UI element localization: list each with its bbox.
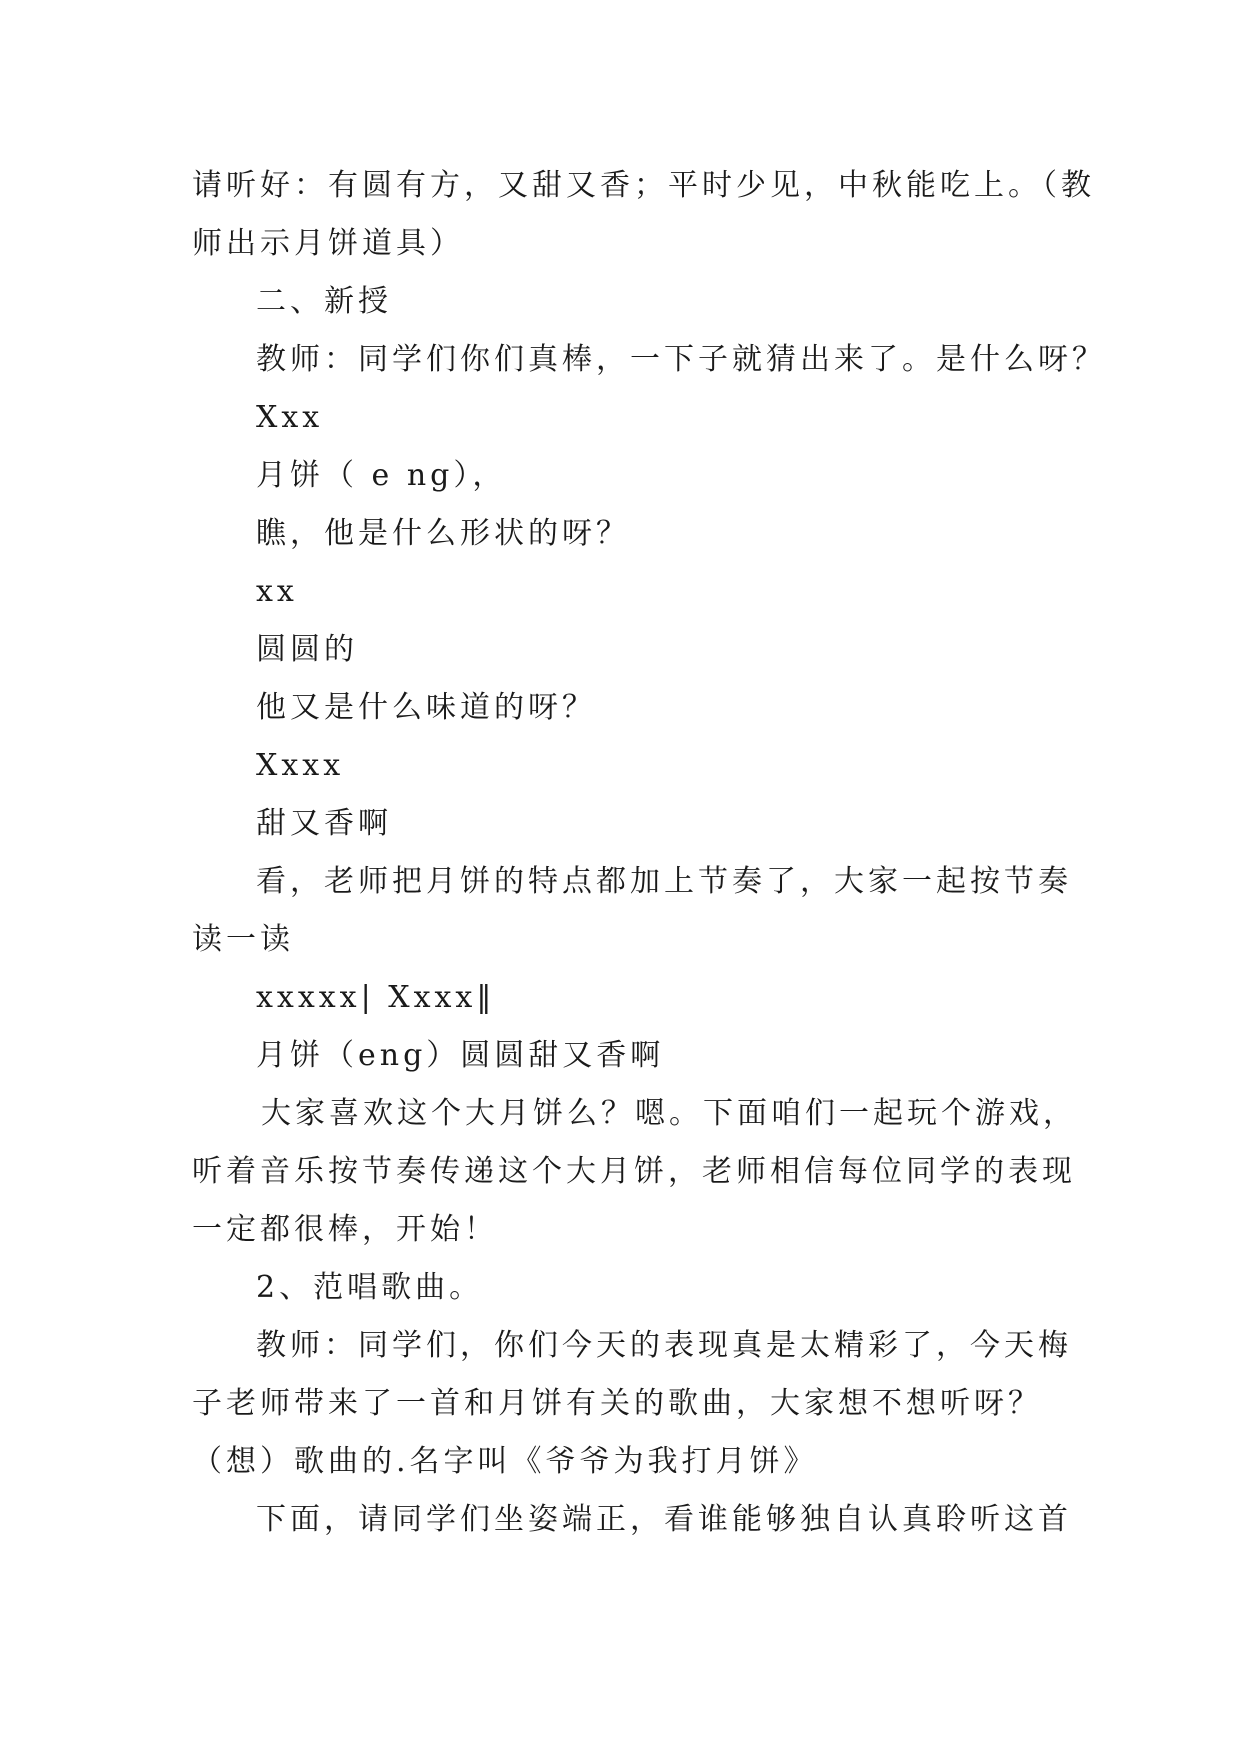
rhythm-notation-2: xx	[256, 574, 298, 609]
paragraph-game-line-2: 听着音乐按节奏传递这个大月饼，老师相信每位同学的表现	[192, 1154, 1076, 1189]
answer-sweet: 甜又香啊	[256, 806, 392, 841]
section-heading-new-lesson: 二、新授	[256, 284, 392, 319]
paragraph-song-line-2: 子老师带来了一首和月饼有关的歌曲，大家想不想听呀？	[192, 1386, 1042, 1421]
paragraph-song-line-1: 教师：同学们，你们今天的表现真是太精彩了，今天梅	[256, 1328, 1072, 1363]
question-shape: 瞧，他是什么形状的呀？	[256, 516, 630, 551]
chant-line: 月饼（eng）圆圆甜又香啊	[256, 1038, 665, 1073]
paragraph-game-line-3: 一定都很棒，开始！	[192, 1212, 498, 1247]
answer-line-mooncake: 月饼（ e ng），	[256, 458, 507, 493]
paragraph-rhythm-line-1: 看，老师把月饼的特点都加上节奏了，大家一起按节奏	[256, 864, 1072, 899]
paragraph-riddle-line-1: 请听好：有圆有方，又甜又香；平时少见，中秋能吃上。（教	[192, 168, 1095, 203]
paragraph-rhythm-line-2: 读一读	[192, 922, 294, 957]
paragraph-teacher-question: 教师：同学们你们真棒，一下子就猜出来了。是什么呀？	[256, 342, 1106, 377]
section-heading-model-singing: 2、范唱歌曲。	[256, 1270, 484, 1305]
question-taste: 他又是什么味道的呀？	[256, 690, 596, 725]
paragraph-listen-line-1: 下面，请同学们坐姿端正，看谁能够独自认真聆听这首	[256, 1502, 1072, 1537]
paragraph-riddle-line-2: 师出示月饼道具）	[192, 226, 464, 261]
paragraph-song-line-3: （想）歌曲的.名字叫《爷爷为我打月饼》	[192, 1444, 818, 1479]
answer-round: 圆圆的	[256, 632, 358, 667]
paragraph-game-line-1: 大家喜欢这个大月饼么？嗯。下面咱们一起玩个游戏，	[261, 1096, 1077, 1131]
rhythm-notation-1: Xxx	[256, 400, 324, 435]
rhythm-notation-3: Xxxx	[256, 748, 345, 783]
rhythm-notation-4: xxxxx| Xxxx‖	[256, 980, 496, 1015]
